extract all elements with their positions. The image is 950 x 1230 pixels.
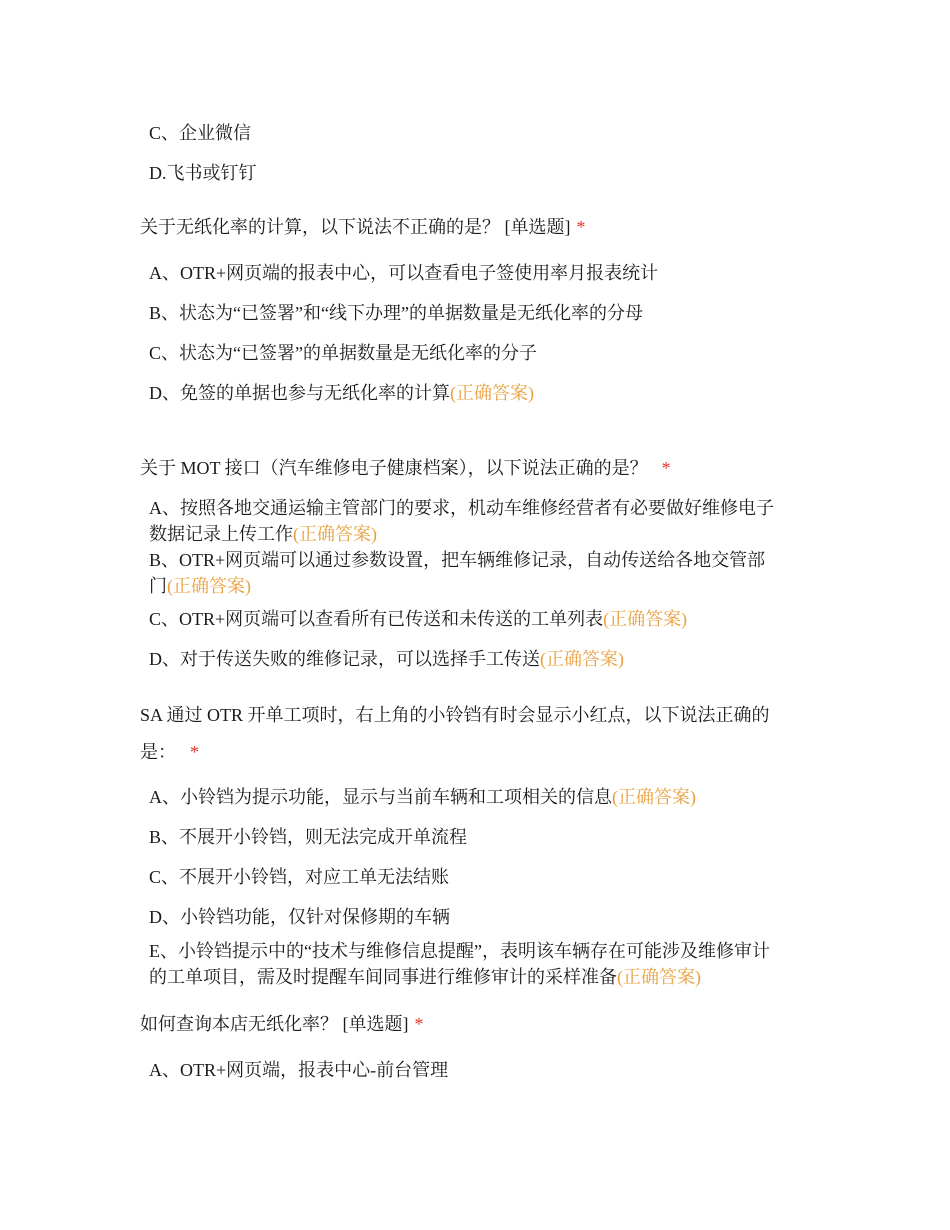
required-star: * xyxy=(414,1014,424,1034)
option-q2-a-line2[interactable]: 数据记录上传工作(正确答案) xyxy=(149,524,377,544)
correct-answer-mark: (正确答案) xyxy=(293,524,377,544)
question-title-line1: SA 通过 OTR 开单工项时，右上角的小铃铛有时会显示小红点，以下说法正确的 xyxy=(140,705,770,725)
option-q2-c[interactable]: C、OTR+网页端可以查看所有已传送和未传送的工单列表(正确答案) xyxy=(149,609,688,629)
question-title: 如何查询本店无纸化率？ [单选题] * xyxy=(140,1014,424,1034)
question-title-line2: 是： * xyxy=(140,742,199,762)
correct-answer-mark: (正确答案) xyxy=(612,787,696,807)
correct-answer-mark: (正确答案) xyxy=(617,967,701,987)
required-star: * xyxy=(661,458,671,478)
option-q3-c[interactable]: C、不展开小铃铛，对应工单无法结账 xyxy=(149,867,450,887)
option-q1-b[interactable]: B、状态为“已签署”和“线下办理”的单据数量是无纸化率的分母 xyxy=(149,303,643,323)
option-q3-e-line1[interactable]: E、小铃铛提示中的“技术与维修信息提醒”，表明该车辆存在可能涉及维修审计 xyxy=(149,941,770,961)
required-star: * xyxy=(190,742,199,762)
correct-answer-mark: (正确答案) xyxy=(603,609,688,629)
option-prev-c[interactable]: C、企业微信 xyxy=(149,123,252,143)
option-q2-d[interactable]: D、对于传送失败的维修记录，可以选择手工传送(正确答案) xyxy=(149,649,624,669)
option-q3-d[interactable]: D、小铃铛功能，仅针对保修期的车辆 xyxy=(149,907,450,927)
option-q3-e-line2[interactable]: 的工单项目，需及时提醒车间同事进行维修审计的采样准备(正确答案) xyxy=(149,967,701,987)
option-q1-d[interactable]: D、免签的单据也参与无纸化率的计算(正确答案) xyxy=(149,383,534,403)
option-q2-b-line2[interactable]: 门(正确答案) xyxy=(149,576,251,596)
option-q1-a[interactable]: A、OTR+网页端的报表中心，可以查看电子签使用率月报表统计 xyxy=(149,263,659,283)
option-q3-a[interactable]: A、小铃铛为提示功能，显示与当前车辆和工项相关的信息(正确答案) xyxy=(149,787,696,807)
question-title: 关于 MOT 接口（汽车维修电子健康档案），以下说法正确的是？ * xyxy=(140,458,671,478)
correct-answer-mark: (正确答案) xyxy=(450,383,534,403)
option-q2-b-line1[interactable]: B、OTR+网页端可以通过参数设置，把车辆维修记录，自动传送给各地交管部 xyxy=(149,550,766,570)
option-prev-d[interactable]: D.飞书或钉钉 xyxy=(149,163,257,183)
option-q1-c[interactable]: C、状态为“已签署”的单据数量是无纸化率的分子 xyxy=(149,343,537,363)
question-title: 关于无纸化率的计算，以下说法不正确的是？ [单选题] * xyxy=(140,217,586,237)
required-star: * xyxy=(576,217,586,237)
correct-answer-mark: (正确答案) xyxy=(167,576,251,596)
option-q2-a-line1[interactable]: A、按照各地交通运输主管部门的要求，机动车维修经营者有必要做好维修电子 xyxy=(149,498,774,518)
correct-answer-mark: (正确答案) xyxy=(540,649,624,669)
option-q3-b[interactable]: B、不展开小铃铛，则无法完成开单流程 xyxy=(149,827,468,847)
option-q4-a[interactable]: A、OTR+网页端，报表中心-前台管理 xyxy=(149,1060,449,1080)
